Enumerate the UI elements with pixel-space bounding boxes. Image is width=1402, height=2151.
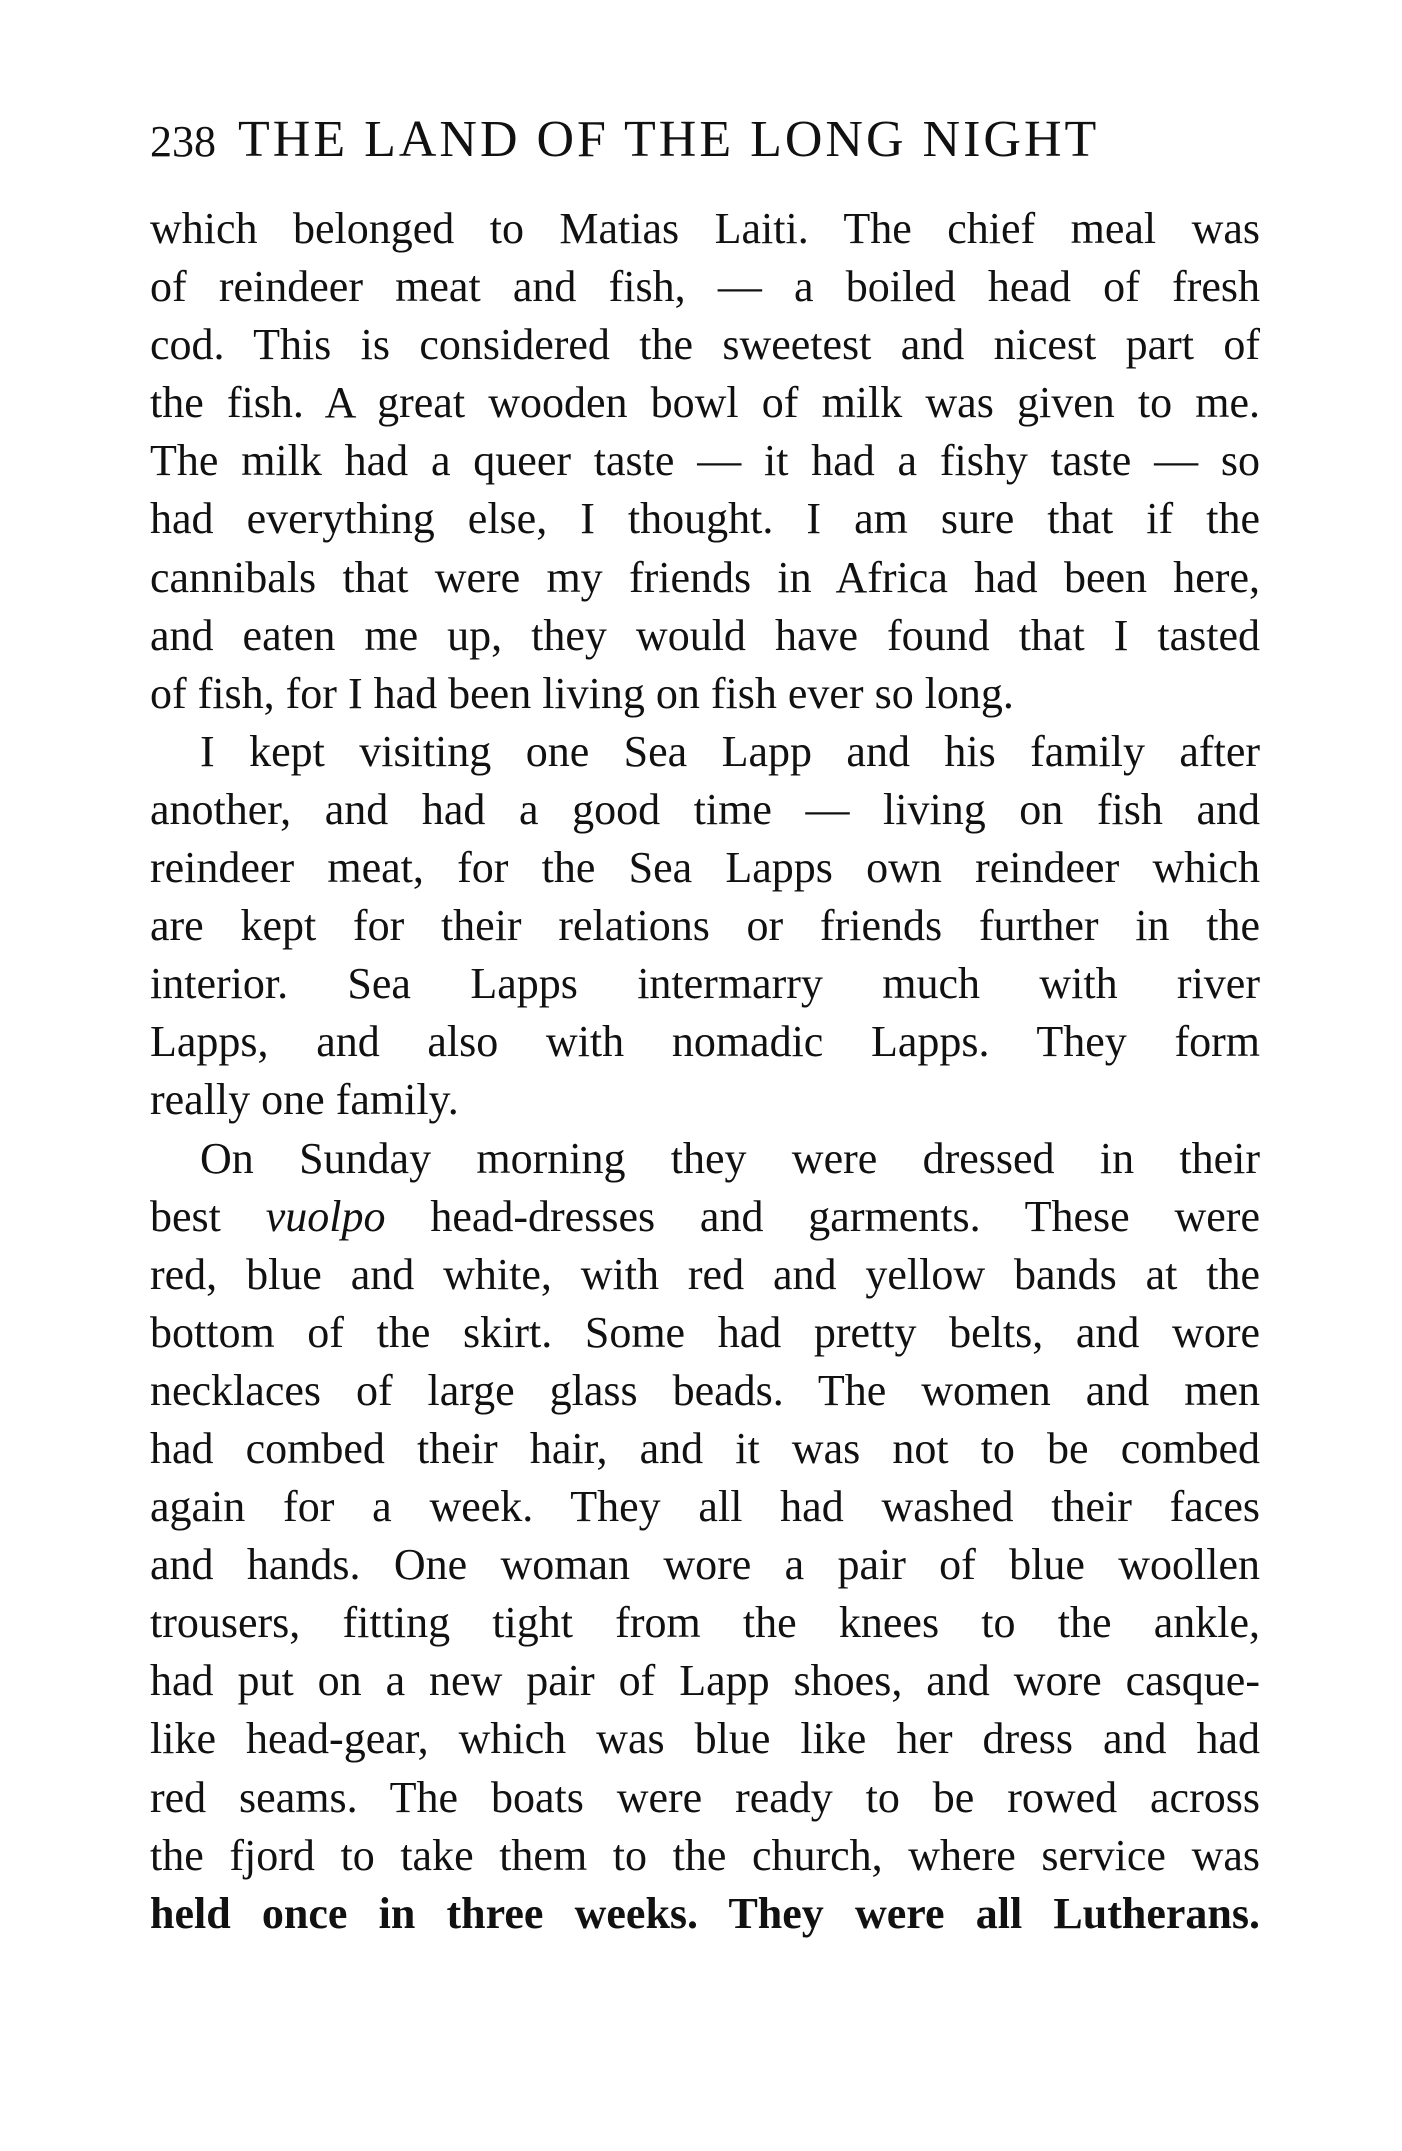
text-line: another, and had a good time — living on fish and [150, 784, 1260, 834]
text-line: cannibals that were my friends in Africa had been here, [150, 552, 1260, 602]
text-line: bottom of the skirt. Some had pretty belts, and wore [150, 1307, 1260, 1357]
text-line: trousers, fitting tight from the knees to the ankle, [150, 1598, 1260, 1648]
text-line: really one family. [150, 1075, 459, 1125]
text-line: of fish, for I had been living on fish ever so long. [150, 668, 1014, 718]
text-line: like head-gear, which was blue like her dress and had [150, 1714, 1260, 1764]
text-line: red seams. The boats were ready to be rowed across [150, 1772, 1260, 1822]
text-line: which belonged to Matias Laiti. The chief meal was [150, 204, 1260, 253]
text-line: I kept visiting one Sea Lapp and his family after [200, 726, 1260, 776]
text-line: of reindeer meat and fish, — a boiled head of fresh [150, 262, 1260, 312]
text-line: and hands. One woman wore a pair of blue woollen [150, 1540, 1260, 1590]
text-line: On Sunday morning they were dressed in their [200, 1133, 1260, 1183]
running-title: THE LAND OF THE LONG NIGHT [238, 111, 1100, 168]
text-line: held once in three weeks. They were all Lutherans. [150, 1888, 1260, 1938]
page-number: 238 [150, 117, 216, 166]
text-fragment: best [150, 1191, 266, 1241]
text-line: The milk had a queer taste — it had a fishy taste — so [150, 436, 1260, 486]
text-fragment: head-dresses and garments. These were [385, 1191, 1260, 1241]
text-line: reindeer meat, for the Sea Lapps own reindeer which [150, 843, 1260, 893]
text-line: Lapps, and also with nomadic Lapps. They form [150, 1017, 1260, 1067]
text-line: again for a week. They all had washed their faces [150, 1482, 1260, 1532]
text-line: necklaces of large glass beads. The women and men [150, 1365, 1260, 1415]
text-line: and eaten me up, they would have found that I tasted [150, 610, 1260, 660]
text-line: cod. This is considered the sweetest and nicest part of [150, 320, 1260, 370]
text-line: red, blue and white, with red and yellow bands at the [150, 1249, 1260, 1299]
text-line: had put on a new pair of Lapp shoes, and wore casque- [150, 1656, 1260, 1706]
text-line: had combed their hair, and it was not to be combed [150, 1423, 1260, 1473]
text-line: had everything else, I thought. I am sure that if the [150, 494, 1260, 544]
text-line: are kept for their relations or friends further in the [150, 901, 1260, 951]
text-line: the fjord to take them to the church, where service was [150, 1830, 1260, 1880]
body-text [150, 200, 1260, 1943]
text-line: interior. Sea Lapps intermarry much with river [150, 959, 1260, 1009]
text-line [150, 1188, 1260, 1246]
page-header [150, 110, 1260, 180]
text-line: the fish. A great wooden bowl of milk was given to me. [150, 378, 1260, 428]
italic-term: vuolpo [265, 1191, 386, 1241]
